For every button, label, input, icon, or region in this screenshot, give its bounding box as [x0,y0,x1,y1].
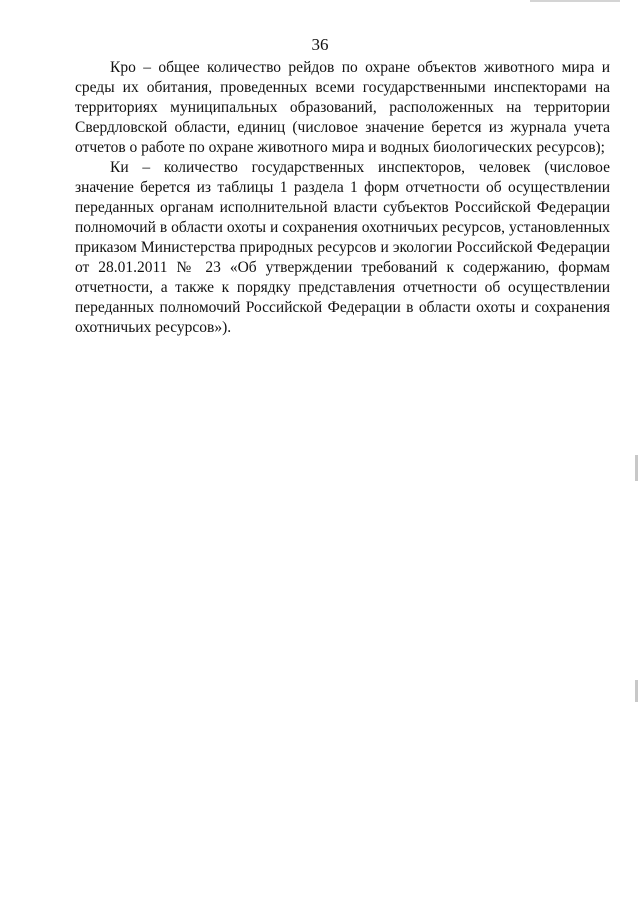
scan-edge-mark-top [530,0,620,2]
paragraph-kro-definition: Кро – общее количество рейдов по охране объектов животного мира и среды их обитания, проведенных всеми государственными инспекторами на территориях муниципальных образований, расположенных на территории Свердловской области, единиц (числовое значение берется из журнала учета отчетов о работе по охране животного мира и водных биологических ресурсов); [75,59,610,156]
scan-edge-mark [635,680,638,702]
page-number: 36 [311,35,329,54]
paragraph-ki-definition: Ки – количество государственных инспекторов, человек (числовое значение берется из таблицы 1 раздела 1 форм отчетности об осуществлении переданных органам исполнительной власти субъектов Российской Федерации полномочий в области охоты и сохранения охотничьих ресурсов, установленных приказом Министерства природных ресурсов и экологии Российской Федерации от 28.01.2011 № 23 «Об утверждении требований к содержанию, формам отчетности, а также к порядку представления отчетности об осуществлении переданных полномочий Российской Федерации в области охоты и сохранения охотничьих ресурсов»). [75,159,610,336]
scan-edge-mark [635,455,638,481]
document-body [75,58,610,338]
